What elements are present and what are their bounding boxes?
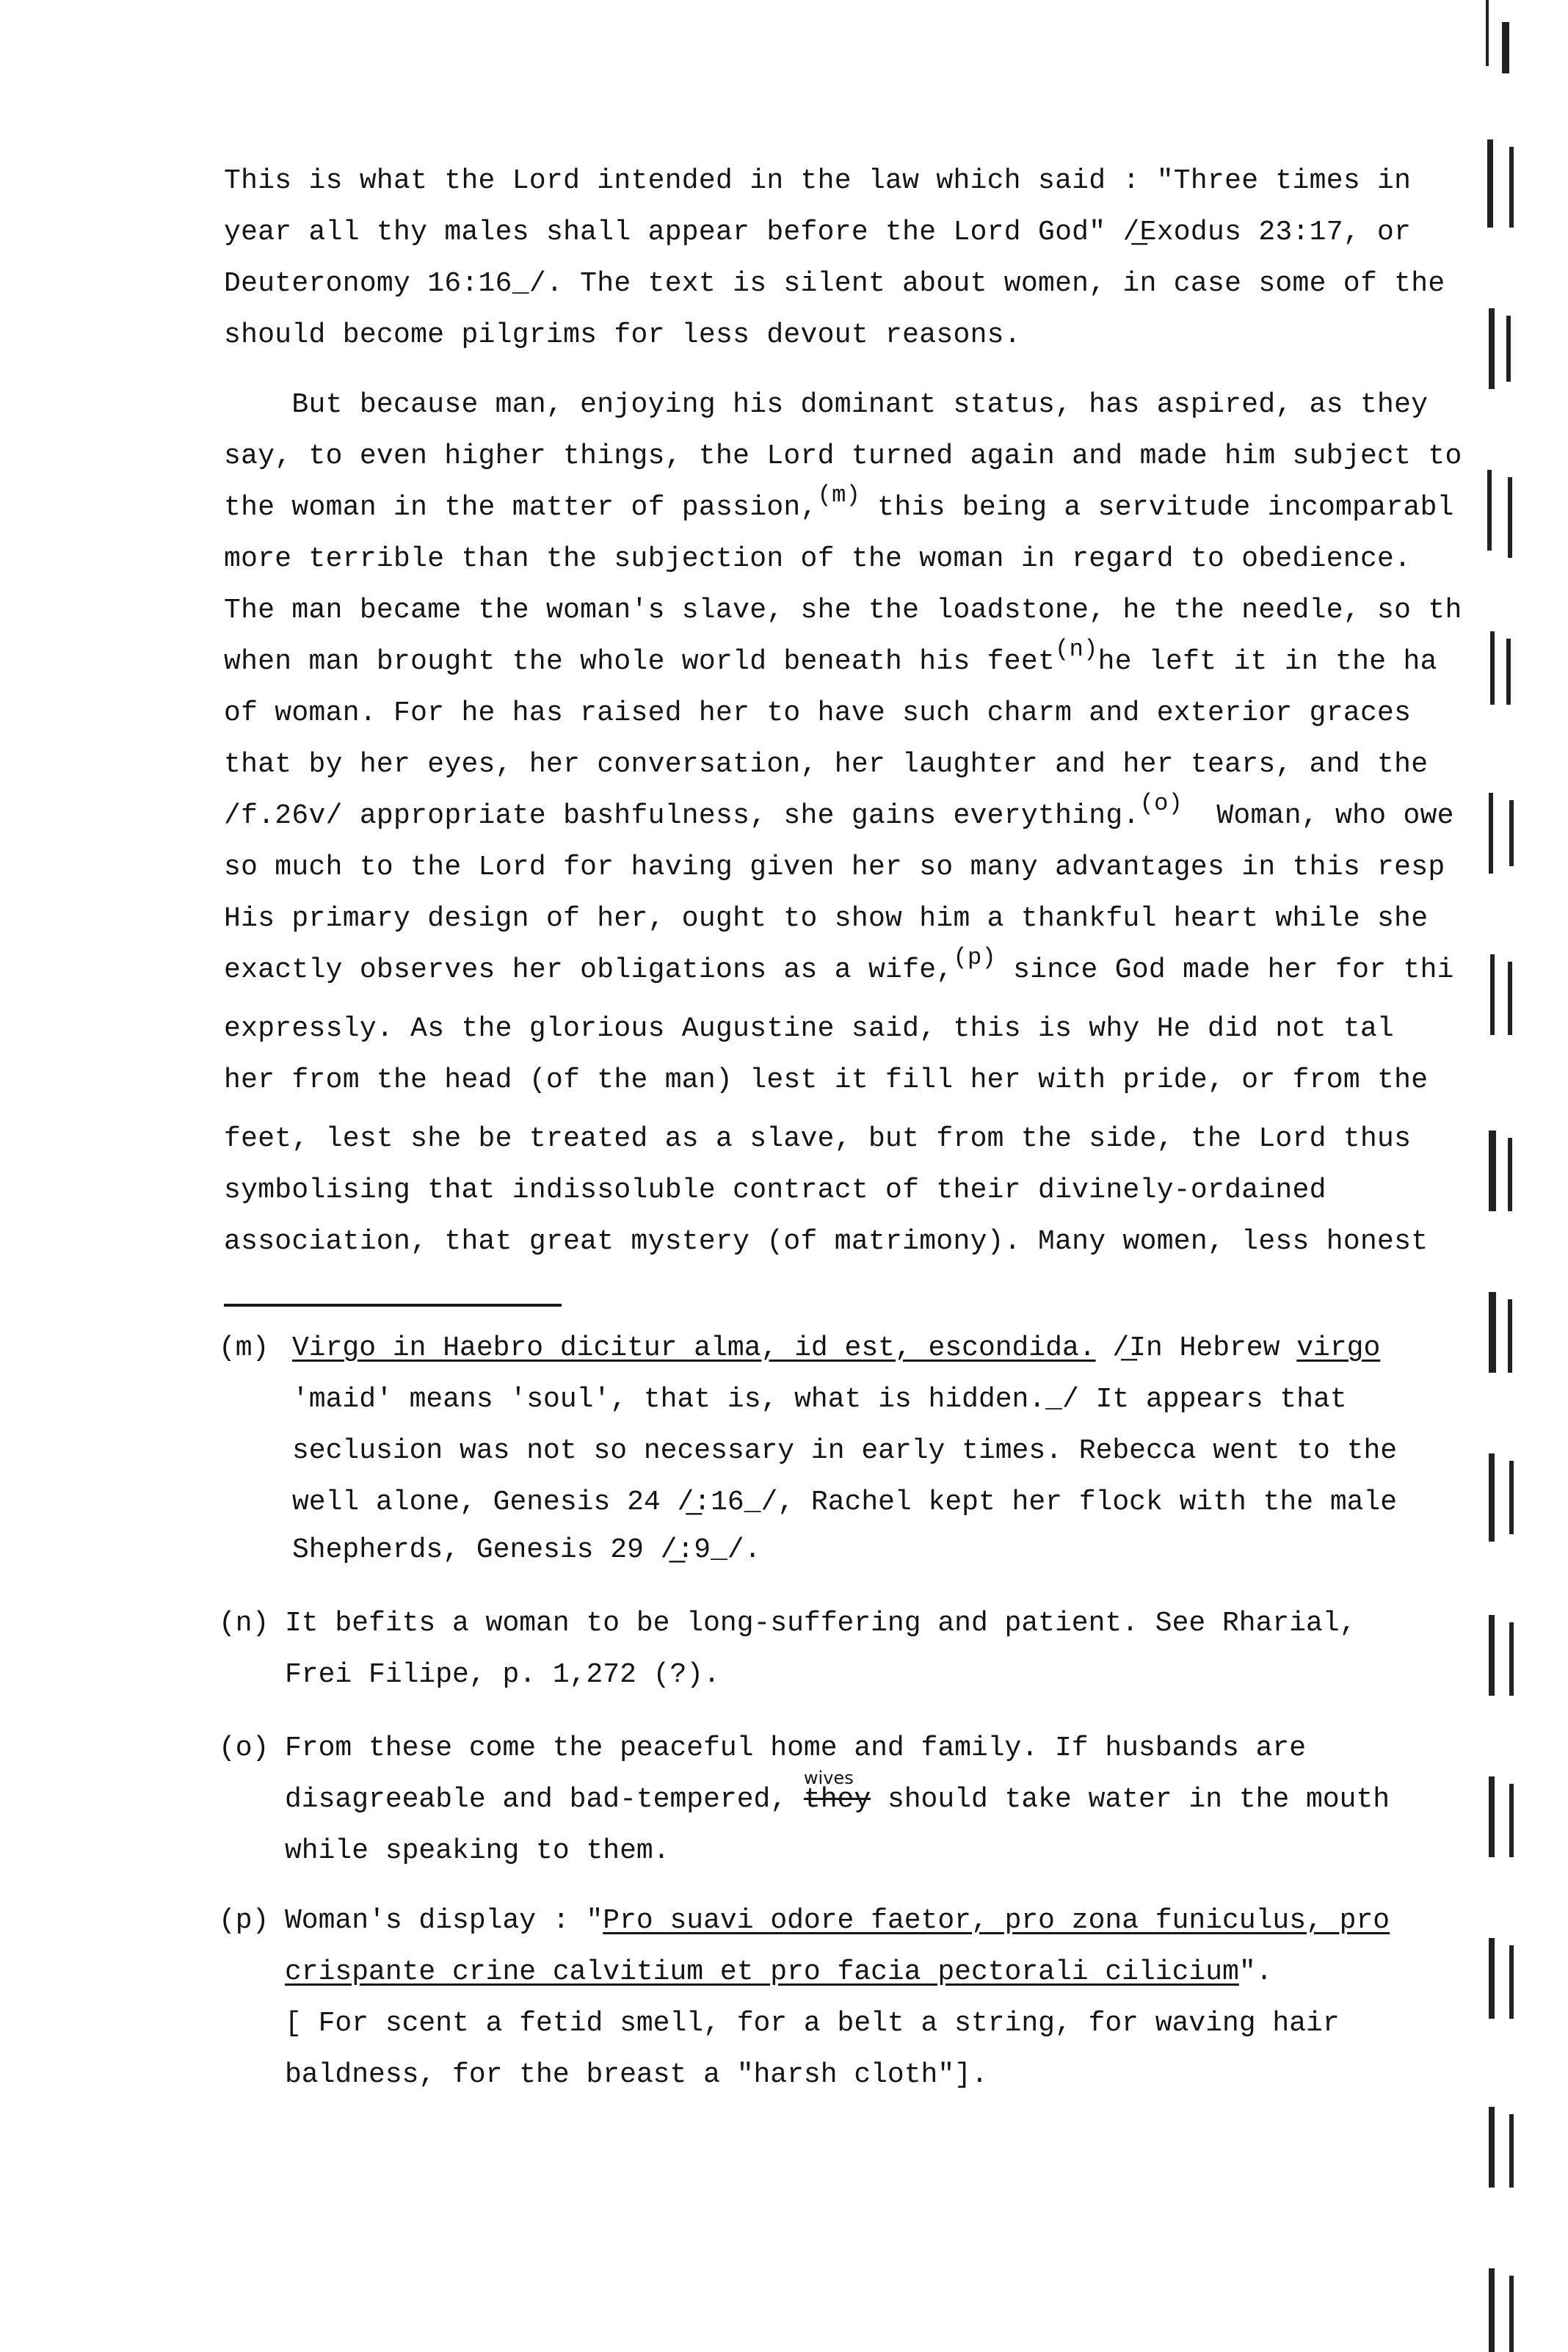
edge-mark: [1489, 1938, 1495, 2019]
edge-mark: [1486, 0, 1489, 66]
body-line-19: feet, lest she be treated as a slave, but from the side, the Lord thus: [224, 1123, 1412, 1155]
footnote-o-line-2-a: disagreeable and bad-tempered,: [285, 1784, 804, 1815]
edge-mark: [1489, 793, 1493, 874]
edge-mark: [1509, 1461, 1514, 1534]
body-line-16-text: exactly observes her obligations as a wife,: [224, 954, 954, 986]
footnote-rule: [224, 1304, 562, 1307]
body-line-9: The man became the woman's slave, she the loadstone, he the needle, so th: [224, 595, 1462, 626]
body-line-13: [224, 790, 1454, 833]
edge-mark: [1509, 1622, 1514, 1696]
footnote-p-line-2: [285, 1956, 1272, 1989]
footnote-o-line-2: [285, 1768, 1390, 1816]
footnote-marker-o: (o): [1139, 790, 1183, 817]
edge-mark: [1509, 147, 1514, 228]
edge-mark: [1489, 1615, 1495, 1696]
body-line-18: her from the head (of the man) lest it fill her with pride, or from the: [224, 1064, 1429, 1096]
footnote-o-struck-word: they: [803, 1784, 871, 1815]
footnote-m-line-1-rest: /̲In Hebrew: [1095, 1332, 1297, 1364]
edge-mark: [1506, 639, 1511, 705]
edge-mark: [1489, 1453, 1495, 1542]
footnote-marker-n: (n): [1055, 636, 1098, 663]
footnote-o-handwritten-insert: wives: [803, 1768, 854, 1788]
footnote-p-line-4: baldness, for the breast a "harsh cloth"].: [285, 2059, 988, 2091]
body-line-17: expressly. As the glorious Augustine said, this is why He did not tal: [224, 1013, 1395, 1045]
footnote-o-label: (o): [219, 1732, 269, 1764]
footnote-p-latin-2: crispante crine calvitium et pro facia pectorali cilicium: [285, 1956, 1239, 1988]
edge-mark: [1489, 1292, 1496, 1373]
footnote-m-virgo: virgo: [1296, 1332, 1381, 1364]
body-line-7-text: the woman in the matter of passion,: [224, 492, 818, 523]
edge-mark: [1489, 308, 1495, 389]
edge-mark: [1508, 1138, 1512, 1211]
body-line-5: But because man, enjoying his dominant status, has aspired, as they: [224, 389, 1429, 421]
footnote-m-line-2: 'maid' means 'soul', that is, what is hidden._/ It appears that: [292, 1384, 1347, 1415]
footnote-p-line-1: [285, 1905, 1390, 1937]
footnote-p-line-2-end: ".: [1238, 1956, 1273, 1988]
body-line-16: [224, 944, 1454, 987]
edge-mark: [1489, 2107, 1495, 2188]
body-line-10: [224, 636, 1437, 679]
edge-mark: [1490, 631, 1495, 705]
edge-mark: [1489, 1130, 1496, 1211]
body-line-10-text: when man brought the whole world beneath his feet: [224, 646, 1056, 678]
edge-mark: [1509, 1945, 1514, 2019]
edge-mark: [1487, 470, 1492, 551]
body-line-4: should become pilgrims for less devout reasons.: [224, 319, 1021, 351]
footnote-p-latin-1: Pro suavi odore faetor, pro zona funiculus, pro: [603, 1905, 1390, 1937]
body-line-11: of woman. For he has raised her to have such charm and exterior graces: [224, 697, 1412, 729]
body-line-3: Deuteronomy 16:16_/. The text is silent about women, in case some of the: [224, 268, 1445, 300]
body-line-6: say, to even higher things, the Lord turned again and made him subject to: [224, 440, 1462, 472]
footnote-n-label: (n): [219, 1608, 269, 1639]
footnote-m-line-1: [292, 1332, 1380, 1365]
edge-mark: [1508, 962, 1512, 1035]
footnote-marker-p: (p): [953, 944, 996, 971]
body-line-13-text: /f.26v/ appropriate bashfulness, she gains everything.: [224, 800, 1140, 832]
body-line-20: symbolising that indissoluble contract of their divinely-ordained: [224, 1175, 1326, 1206]
footnote-o-line-1: From these come the peaceful home and family. If husbands are: [285, 1732, 1307, 1764]
body-line-14: so much to the Lord for having given her so many advantages in this resp: [224, 852, 1445, 883]
body-line-10-tail: he left it in the ha: [1097, 646, 1437, 678]
footnote-m-line-3: seclusion was not so necessary in early times. Rebecca went to the: [292, 1435, 1398, 1467]
footnote-m-line-5: Shepherds, Genesis 29 /̲:9_/.: [292, 1534, 761, 1566]
footnote-n-line-2: Frei Filipe, p. 1,272 (?).: [285, 1659, 720, 1691]
edge-mark: [1508, 477, 1512, 558]
edge-mark: [1489, 2268, 1495, 2352]
body-line-13-tail: Woman, who owe: [1183, 800, 1454, 832]
edge-mark: [1490, 954, 1495, 1035]
body-line-21: association, that great mystery (of matrimony). Many women, less honest: [224, 1226, 1429, 1257]
edge-mark: [1509, 1784, 1514, 1857]
edge-mark: [1489, 1776, 1495, 1857]
footnote-m-label: (m): [219, 1332, 269, 1364]
body-line-7: [224, 482, 1454, 525]
footnote-p-line-1-a: Woman's display : ": [285, 1905, 603, 1937]
footnote-m-latin: Virgo in Haebro dicitur alma, id est, escondida.: [292, 1332, 1096, 1364]
footnote-p-label: (p): [219, 1905, 269, 1937]
footnote-o-correction: [803, 1768, 871, 1816]
body-line-1: This is what the Lord intended in the law which said : "Three times in: [224, 165, 1412, 197]
edge-mark: [1508, 1299, 1512, 1373]
body-line-16-tail: since God made her for thi: [995, 954, 1454, 986]
footnote-o-line-2-b: should take water in the mouth: [871, 1784, 1390, 1815]
body-line-2: year all thy males shall appear before the Lord God" /̲Exodus 23:17, or: [224, 217, 1412, 248]
body-line-15: His primary design of her, ought to show him a thankful heart while she: [224, 903, 1429, 934]
body-line-8: more terrible than the subjection of the woman in regard to obedience.: [224, 543, 1412, 575]
body-line-7-tail: this being a servitude incomparabl: [860, 492, 1454, 523]
edge-mark: [1502, 22, 1509, 73]
footnote-n-line-1: It befits a woman to be long-suffering and patient. See Rharial,: [285, 1608, 1357, 1639]
binder-edge-marks: [1473, 0, 1568, 2352]
edge-mark: [1509, 2276, 1514, 2352]
footnote-p-line-3: [ For scent a fetid smell, for a belt a string, for waving hair: [285, 2008, 1340, 2039]
footnote-marker-m: (m): [817, 482, 861, 509]
footnote-o-line-3: while speaking to them.: [285, 1835, 670, 1867]
edge-mark: [1509, 800, 1514, 866]
edge-mark: [1509, 2114, 1514, 2188]
footnote-m-line-4: well alone, Genesis 24 /̲:16_/, Rachel kept her flock with the male: [292, 1487, 1398, 1518]
body-line-12: that by her eyes, her conversation, her laughter and her tears, and the: [224, 749, 1429, 780]
edge-mark: [1506, 316, 1511, 382]
edge-mark: [1487, 139, 1493, 228]
